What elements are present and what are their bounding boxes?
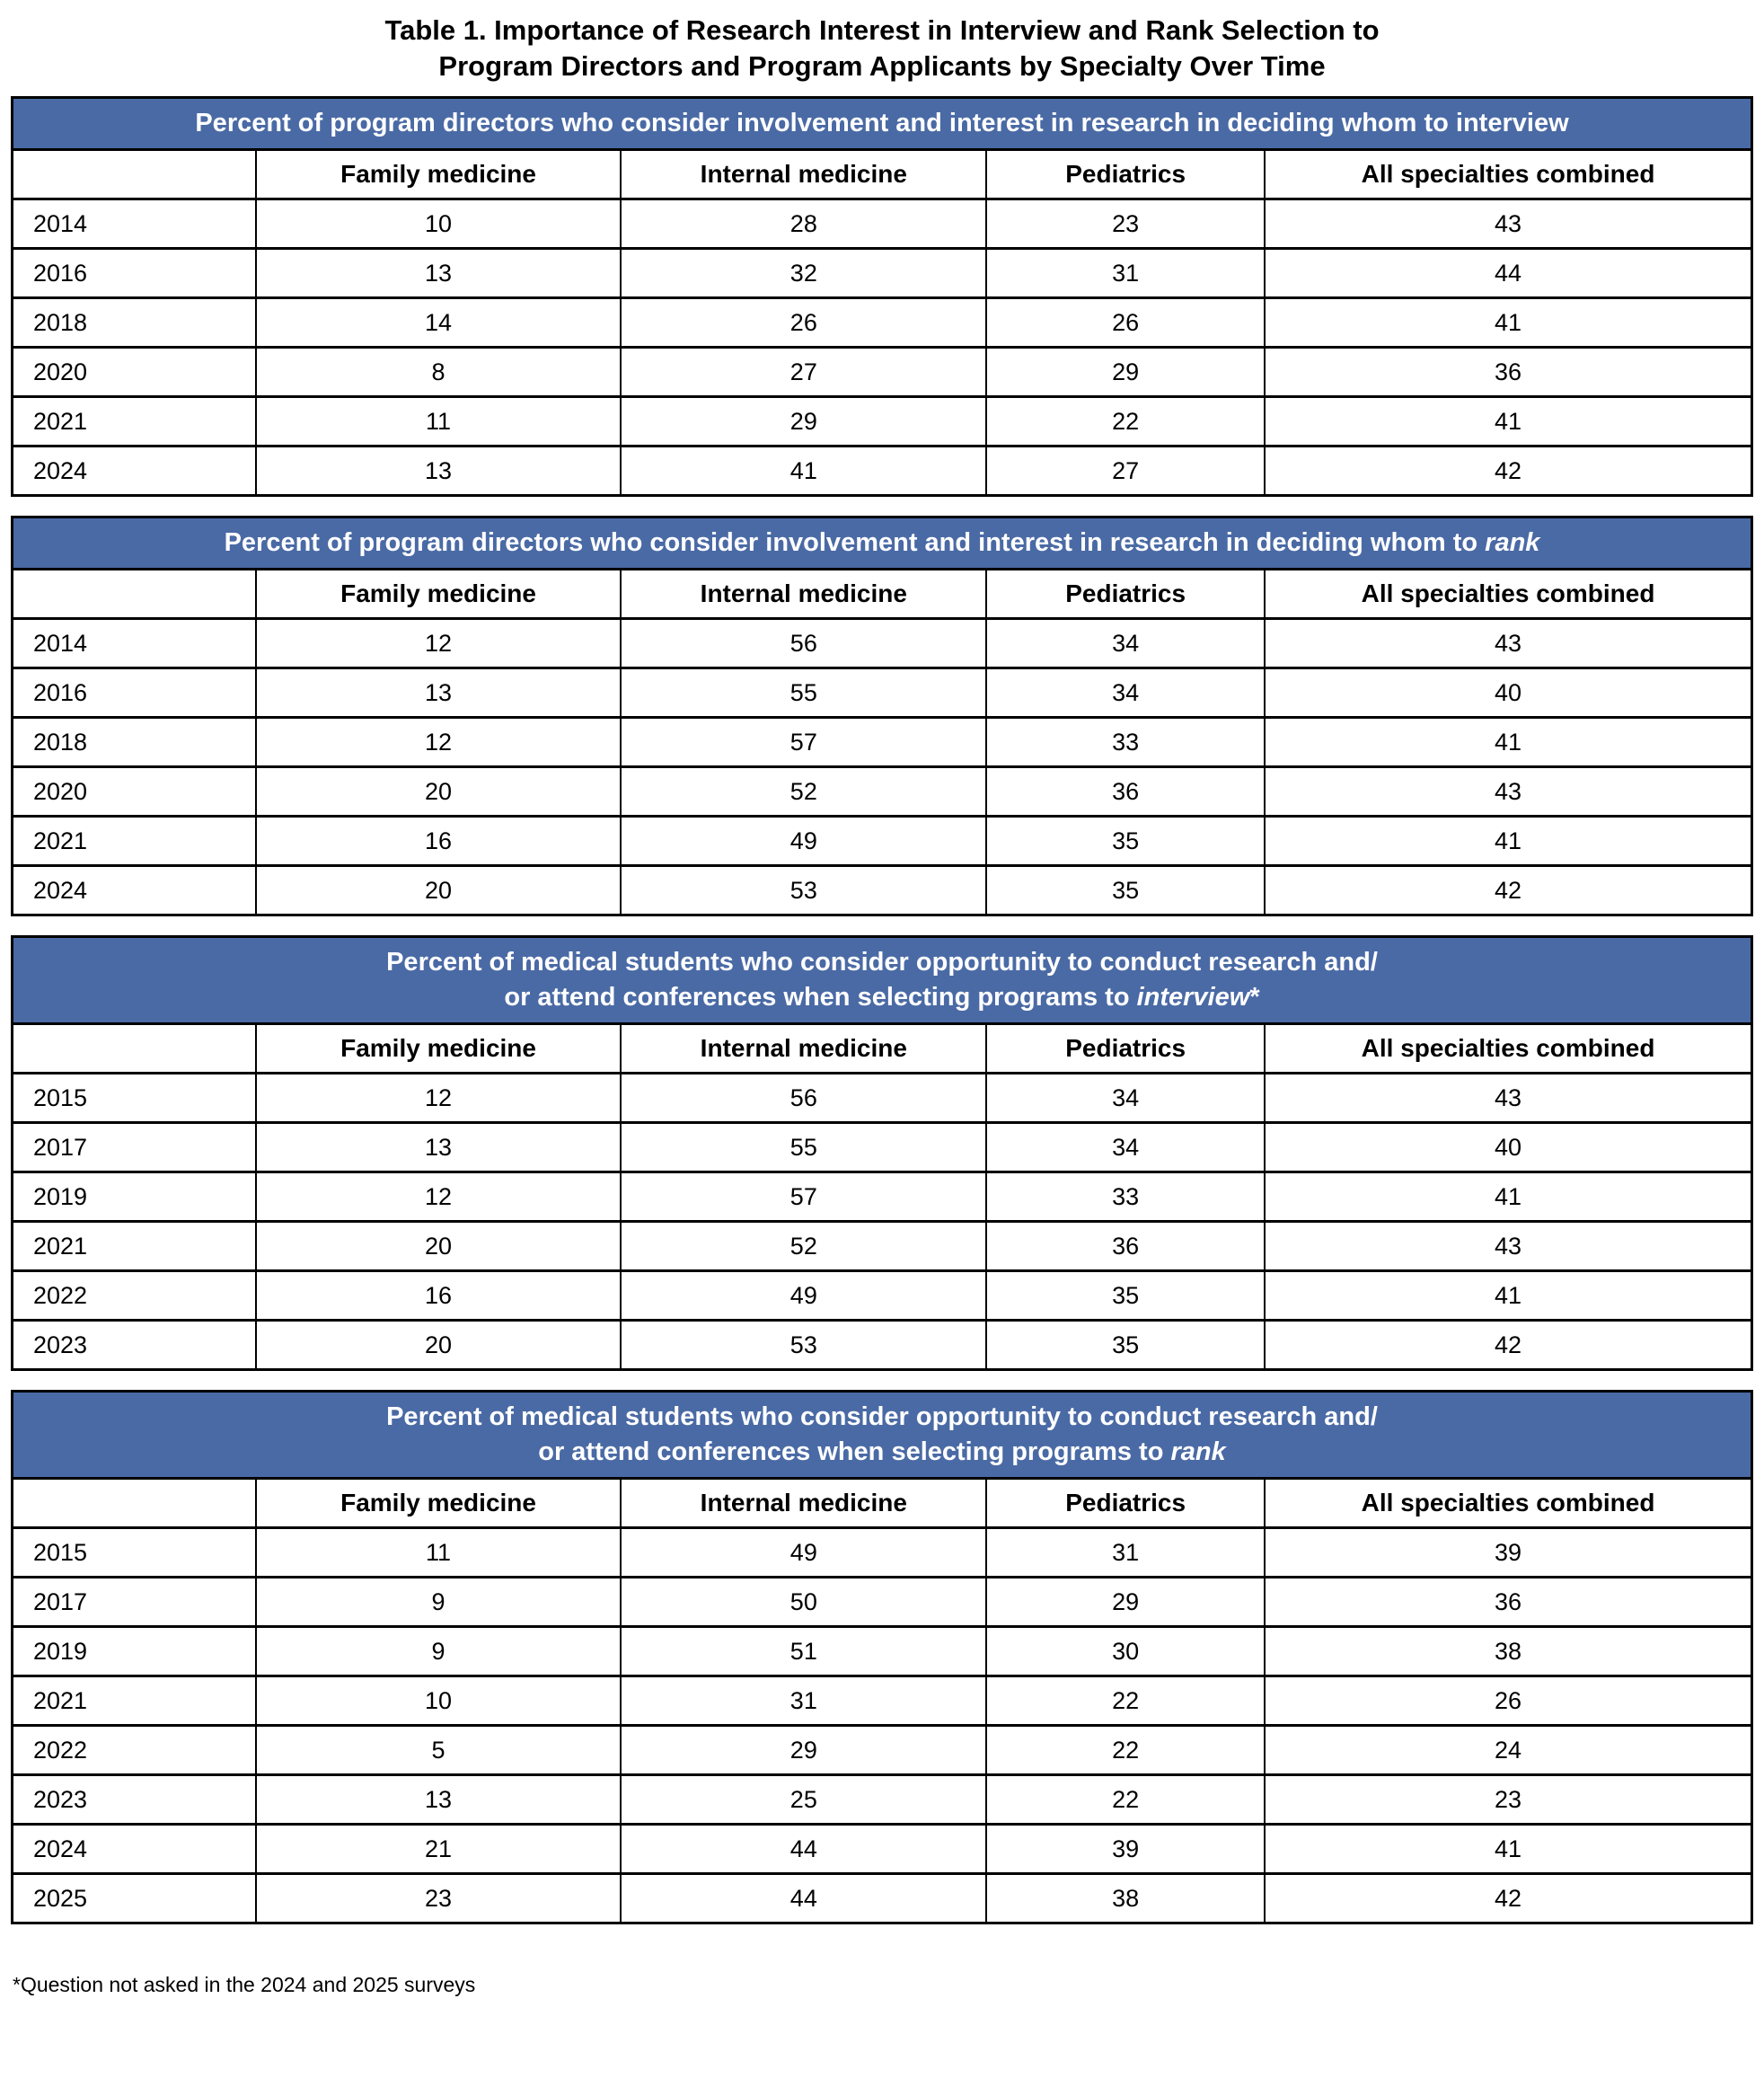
value-cell: 26 bbox=[621, 298, 986, 348]
year-cell: 2020 bbox=[13, 348, 256, 397]
banner-text-italic: interview bbox=[1136, 983, 1250, 1012]
value-cell: 36 bbox=[1265, 1578, 1751, 1627]
column-header: Family medicine bbox=[256, 150, 622, 199]
banner-row bbox=[13, 517, 1752, 570]
value-cell: 42 bbox=[1265, 1321, 1751, 1370]
value-cell: 44 bbox=[621, 1825, 986, 1874]
table-row bbox=[13, 348, 1752, 397]
year-cell: 2015 bbox=[13, 1528, 256, 1578]
value-cell: 55 bbox=[621, 1123, 986, 1172]
value-cell: 31 bbox=[621, 1676, 986, 1726]
banner-text-italic: rank bbox=[1485, 528, 1540, 557]
year-cell: 2024 bbox=[13, 1825, 256, 1874]
table-row bbox=[13, 1123, 1752, 1172]
value-cell: 39 bbox=[1265, 1528, 1751, 1578]
year-cell: 2018 bbox=[13, 718, 256, 767]
value-cell: 42 bbox=[1265, 1874, 1751, 1923]
value-cell: 26 bbox=[986, 298, 1265, 348]
column-header-row bbox=[13, 570, 1752, 619]
table-row bbox=[13, 1627, 1752, 1676]
table-medical-students-interview bbox=[11, 935, 1753, 1371]
value-cell: 41 bbox=[1265, 718, 1751, 767]
value-cell: 20 bbox=[256, 866, 622, 915]
banner-text: Percent of program directors who consider involvement and interest in research in deciding whom to bbox=[224, 528, 1486, 557]
year-cell: 2022 bbox=[13, 1726, 256, 1775]
table-row bbox=[13, 1676, 1752, 1726]
column-header: All specialties combined bbox=[1265, 1024, 1751, 1074]
year-column-header bbox=[13, 570, 256, 619]
column-header: All specialties combined bbox=[1265, 570, 1751, 619]
value-cell: 36 bbox=[1265, 348, 1751, 397]
table-row bbox=[13, 1528, 1752, 1578]
column-header: Family medicine bbox=[256, 1024, 622, 1074]
banner-text: or attend conferences when selecting programs to bbox=[538, 1437, 1171, 1466]
value-cell: 34 bbox=[986, 1123, 1265, 1172]
value-cell: 50 bbox=[621, 1578, 986, 1627]
value-cell: 35 bbox=[986, 1271, 1265, 1321]
table-row bbox=[13, 1321, 1752, 1370]
section-banner-line bbox=[22, 106, 1742, 141]
column-header-row bbox=[13, 1024, 1752, 1074]
banner-text: or attend conferences when selecting programs to bbox=[504, 983, 1137, 1012]
year-cell: 2023 bbox=[13, 1775, 256, 1825]
value-cell: 9 bbox=[256, 1578, 622, 1627]
value-cell: 13 bbox=[256, 1123, 622, 1172]
value-cell: 26 bbox=[1265, 1676, 1751, 1726]
table-row bbox=[13, 1775, 1752, 1825]
value-cell: 43 bbox=[1265, 619, 1751, 668]
value-cell: 23 bbox=[256, 1874, 622, 1923]
value-cell: 40 bbox=[1265, 1123, 1751, 1172]
value-cell: 43 bbox=[1265, 1074, 1751, 1123]
table-row bbox=[13, 447, 1752, 496]
year-cell: 2015 bbox=[13, 1074, 256, 1123]
year-cell: 2017 bbox=[13, 1123, 256, 1172]
value-cell: 21 bbox=[256, 1825, 622, 1874]
value-cell: 29 bbox=[621, 1726, 986, 1775]
value-cell: 42 bbox=[1265, 447, 1751, 496]
value-cell: 42 bbox=[1265, 866, 1751, 915]
table-row bbox=[13, 199, 1752, 249]
section-banner bbox=[13, 1392, 1752, 1479]
table-row bbox=[13, 1222, 1752, 1271]
section-banner-line bbox=[22, 1400, 1742, 1435]
section-banner-line bbox=[22, 980, 1742, 1015]
column-header: All specialties combined bbox=[1265, 1479, 1751, 1528]
banner-row bbox=[13, 98, 1752, 150]
value-cell: 16 bbox=[256, 817, 622, 866]
table-row bbox=[13, 249, 1752, 298]
banner-row bbox=[13, 1392, 1752, 1479]
value-cell: 5 bbox=[256, 1726, 622, 1775]
value-cell: 57 bbox=[621, 718, 986, 767]
year-cell: 2016 bbox=[13, 249, 256, 298]
year-cell: 2019 bbox=[13, 1172, 256, 1222]
table-program-directors-rank bbox=[11, 516, 1753, 916]
table-row bbox=[13, 718, 1752, 767]
value-cell: 52 bbox=[621, 767, 986, 817]
value-cell: 8 bbox=[256, 348, 622, 397]
section-banner bbox=[13, 517, 1752, 570]
banner-text: Percent of medical students who consider opportunity to conduct research and/ bbox=[386, 1402, 1378, 1431]
column-header: All specialties combined bbox=[1265, 150, 1751, 199]
value-cell: 29 bbox=[621, 397, 986, 447]
column-header-row bbox=[13, 1479, 1752, 1528]
value-cell: 38 bbox=[986, 1874, 1265, 1923]
column-header: Pediatrics bbox=[986, 1479, 1265, 1528]
banner-text: Percent of medical students who consider opportunity to conduct research and/ bbox=[386, 948, 1378, 977]
table-row bbox=[13, 619, 1752, 668]
value-cell: 43 bbox=[1265, 767, 1751, 817]
value-cell: 33 bbox=[986, 718, 1265, 767]
section-banner bbox=[13, 98, 1752, 150]
column-header: Pediatrics bbox=[986, 570, 1265, 619]
value-cell: 28 bbox=[621, 199, 986, 249]
value-cell: 52 bbox=[621, 1222, 986, 1271]
year-cell: 2016 bbox=[13, 668, 256, 718]
value-cell: 39 bbox=[986, 1825, 1265, 1874]
table-row bbox=[13, 397, 1752, 447]
value-cell: 35 bbox=[986, 817, 1265, 866]
value-cell: 30 bbox=[986, 1627, 1265, 1676]
value-cell: 36 bbox=[986, 1222, 1265, 1271]
year-cell: 2021 bbox=[13, 1676, 256, 1726]
value-cell: 41 bbox=[621, 447, 986, 496]
column-header: Internal medicine bbox=[621, 1024, 986, 1074]
page-title bbox=[11, 13, 1753, 84]
year-column-header bbox=[13, 1024, 256, 1074]
year-cell: 2017 bbox=[13, 1578, 256, 1627]
table-row bbox=[13, 866, 1752, 915]
year-cell: 2025 bbox=[13, 1874, 256, 1923]
value-cell: 23 bbox=[986, 199, 1265, 249]
column-header: Pediatrics bbox=[986, 150, 1265, 199]
column-header: Internal medicine bbox=[621, 570, 986, 619]
value-cell: 35 bbox=[986, 866, 1265, 915]
value-cell: 12 bbox=[256, 619, 622, 668]
value-cell: 14 bbox=[256, 298, 622, 348]
table-row bbox=[13, 767, 1752, 817]
value-cell: 34 bbox=[986, 668, 1265, 718]
value-cell: 49 bbox=[621, 817, 986, 866]
value-cell: 33 bbox=[986, 1172, 1265, 1222]
value-cell: 12 bbox=[256, 718, 622, 767]
footnote: *Question not asked in the 2024 and 2025 surveys bbox=[13, 1973, 476, 1996]
table-row bbox=[13, 1874, 1752, 1923]
value-cell: 10 bbox=[256, 1676, 622, 1726]
year-column-header bbox=[13, 150, 256, 199]
value-cell: 31 bbox=[986, 1528, 1265, 1578]
value-cell: 56 bbox=[621, 1074, 986, 1123]
value-cell: 11 bbox=[256, 397, 622, 447]
value-cell: 41 bbox=[1265, 817, 1751, 866]
value-cell: 31 bbox=[986, 249, 1265, 298]
table-row bbox=[13, 1578, 1752, 1627]
value-cell: 35 bbox=[986, 1321, 1265, 1370]
value-cell: 16 bbox=[256, 1271, 622, 1321]
value-cell: 57 bbox=[621, 1172, 986, 1222]
year-cell: 2019 bbox=[13, 1627, 256, 1676]
value-cell: 22 bbox=[986, 397, 1265, 447]
value-cell: 43 bbox=[1265, 1222, 1751, 1271]
value-cell: 20 bbox=[256, 767, 622, 817]
year-column-header bbox=[13, 1479, 256, 1528]
table-row bbox=[13, 298, 1752, 348]
table-row bbox=[13, 1074, 1752, 1123]
value-cell: 41 bbox=[1265, 1172, 1751, 1222]
value-cell: 55 bbox=[621, 668, 986, 718]
value-cell: 10 bbox=[256, 199, 622, 249]
value-cell: 20 bbox=[256, 1321, 622, 1370]
column-header: Family medicine bbox=[256, 570, 622, 619]
value-cell: 12 bbox=[256, 1172, 622, 1222]
value-cell: 24 bbox=[1265, 1726, 1751, 1775]
year-cell: 2022 bbox=[13, 1271, 256, 1321]
year-cell: 2014 bbox=[13, 619, 256, 668]
banner-text: Percent of program directors who consider involvement and interest in research in deciding whom to interview bbox=[195, 109, 1569, 137]
page-title-line-2: Program Directors and Program Applicants by Specialty Over Time bbox=[438, 50, 1326, 82]
year-cell: 2018 bbox=[13, 298, 256, 348]
value-cell: 22 bbox=[986, 1775, 1265, 1825]
value-cell: 25 bbox=[621, 1775, 986, 1825]
value-cell: 34 bbox=[986, 619, 1265, 668]
value-cell: 41 bbox=[1265, 1825, 1751, 1874]
year-cell: 2021 bbox=[13, 1222, 256, 1271]
table-row bbox=[13, 1172, 1752, 1222]
value-cell: 13 bbox=[256, 249, 622, 298]
table-row bbox=[13, 1271, 1752, 1321]
column-header-row bbox=[13, 150, 1752, 199]
table-medical-students-rank bbox=[11, 1390, 1753, 1924]
value-cell: 40 bbox=[1265, 668, 1751, 718]
section-banner-line bbox=[22, 526, 1742, 561]
value-cell: 13 bbox=[256, 1775, 622, 1825]
year-cell: 2024 bbox=[13, 866, 256, 915]
section-banner-line bbox=[22, 945, 1742, 980]
table-row bbox=[13, 817, 1752, 866]
value-cell: 49 bbox=[621, 1528, 986, 1578]
year-cell: 2023 bbox=[13, 1321, 256, 1370]
value-cell: 44 bbox=[1265, 249, 1751, 298]
year-cell: 2021 bbox=[13, 397, 256, 447]
table-row bbox=[13, 668, 1752, 718]
section-banner-line bbox=[22, 1435, 1742, 1470]
section-banner bbox=[13, 937, 1752, 1024]
value-cell: 36 bbox=[986, 767, 1265, 817]
value-cell: 12 bbox=[256, 1074, 622, 1123]
value-cell: 13 bbox=[256, 668, 622, 718]
value-cell: 53 bbox=[621, 1321, 986, 1370]
column-header: Internal medicine bbox=[621, 1479, 986, 1528]
value-cell: 38 bbox=[1265, 1627, 1751, 1676]
value-cell: 29 bbox=[986, 1578, 1265, 1627]
year-cell: 2014 bbox=[13, 199, 256, 249]
value-cell: 29 bbox=[986, 348, 1265, 397]
banner-text: * bbox=[1249, 983, 1260, 1012]
table-row bbox=[13, 1726, 1752, 1775]
value-cell: 11 bbox=[256, 1528, 622, 1578]
banner-row bbox=[13, 937, 1752, 1024]
value-cell: 41 bbox=[1265, 1271, 1751, 1321]
value-cell: 13 bbox=[256, 447, 622, 496]
value-cell: 56 bbox=[621, 619, 986, 668]
value-cell: 9 bbox=[256, 1627, 622, 1676]
value-cell: 20 bbox=[256, 1222, 622, 1271]
value-cell: 22 bbox=[986, 1676, 1265, 1726]
value-cell: 22 bbox=[986, 1726, 1265, 1775]
value-cell: 27 bbox=[621, 348, 986, 397]
value-cell: 43 bbox=[1265, 199, 1751, 249]
column-header: Internal medicine bbox=[621, 150, 986, 199]
value-cell: 51 bbox=[621, 1627, 986, 1676]
value-cell: 23 bbox=[1265, 1775, 1751, 1825]
value-cell: 53 bbox=[621, 866, 986, 915]
value-cell: 34 bbox=[986, 1074, 1265, 1123]
value-cell: 41 bbox=[1265, 298, 1751, 348]
column-header: Family medicine bbox=[256, 1479, 622, 1528]
column-header: Pediatrics bbox=[986, 1024, 1265, 1074]
year-cell: 2021 bbox=[13, 817, 256, 866]
table-program-directors-interview bbox=[11, 96, 1753, 497]
year-cell: 2024 bbox=[13, 447, 256, 496]
value-cell: 41 bbox=[1265, 397, 1751, 447]
banner-text-italic: rank bbox=[1170, 1437, 1226, 1466]
value-cell: 44 bbox=[621, 1874, 986, 1923]
page-title-line-1: Table 1. Importance of Research Interest in Interview and Rank Selection to bbox=[384, 14, 1380, 46]
value-cell: 49 bbox=[621, 1271, 986, 1321]
value-cell: 27 bbox=[986, 447, 1265, 496]
value-cell: 32 bbox=[621, 249, 986, 298]
table-row bbox=[13, 1825, 1752, 1874]
year-cell: 2020 bbox=[13, 767, 256, 817]
